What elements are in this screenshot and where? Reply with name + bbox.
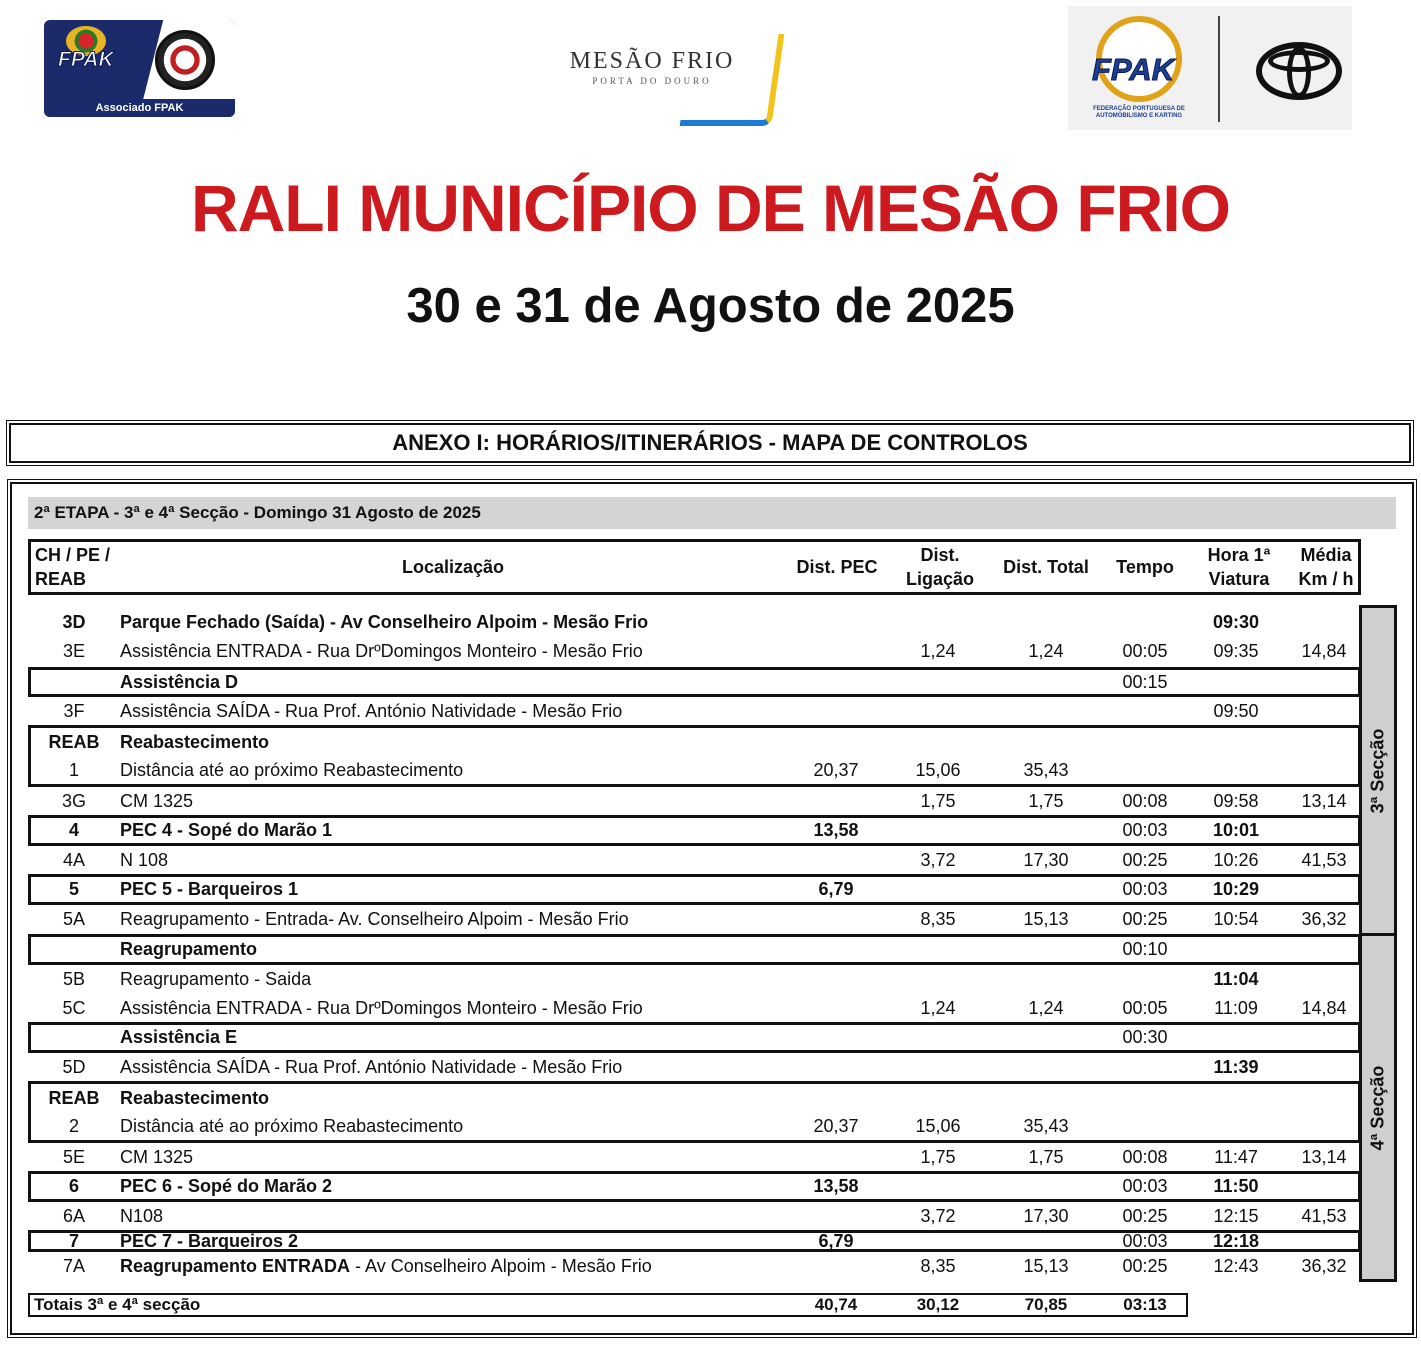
table-row: 5D Assistência SAÍDA - Rua Prof. António Natividade - Mesão Frio 11:39 — [62, 1057, 1259, 1077]
table-header — [28, 539, 1361, 595]
header-hora: Hora 1ª Viatura — [1207, 545, 1271, 589]
municipality-tagline: PORTA DO DOURO — [592, 76, 712, 86]
table-row: 2 Distância até ao próximo Reabastecimento 20,37 15,06 35,43 — [28, 1112, 1361, 1143]
table-row: 3E Assistência ENTRADA - Rua DrºDomingos Monteiro - Mesão Frio 1,24 1,24 00:05 09:35 14,84 — [62, 641, 1347, 661]
table-row: 3F Assistência SAÍDA - Rua Prof. António Natividade - Mesão Frio 09:50 — [63, 701, 1259, 721]
page-subtitle: 30 e 31 de Agosto de 2025 — [406, 279, 1015, 333]
table-row: Assistência D 00:15 — [28, 667, 1361, 697]
table-row: 4A N 108 3,72 17,30 00:25 10:26 41,53 — [62, 850, 1347, 870]
municipality-name: MESÃO FRIO — [569, 48, 735, 74]
fpak-logo-text: FPAK — [1092, 52, 1175, 87]
header-media: Média Km / h — [1298, 545, 1354, 589]
table-row: 6A N108 3,72 17,30 00:25 12:15 41,53 — [62, 1206, 1347, 1226]
club-roundel-icon — [155, 30, 215, 90]
associate-caption: Associado FPAK — [44, 99, 235, 117]
federation-caption: FEDERAÇÃO PORTUGUESA DE AUTOMOBILISMO E KARTING — [1093, 106, 1185, 119]
header-dist-ligacao: Dist. Ligação — [905, 545, 975, 589]
header-dist-pec: Dist. PEC — [796, 557, 878, 577]
table-row: REAB Reabastecimento — [28, 1081, 1361, 1112]
header-code: CH / PE / REAB — [35, 545, 111, 589]
table-row: 5E CM 1325 1,75 1,75 00:08 11:47 13,14 — [62, 1147, 1347, 1167]
section-3-label: 3ª Secção — [1359, 605, 1397, 936]
mesao-frio-logo — [566, 6, 772, 134]
fpak-associate-logo — [44, 20, 235, 117]
table-row: 3D Parque Fechado (Saída) - Av Conselheiro Alpoim - Mesão Frio 09:30 — [62, 612, 1260, 632]
table-row: 7A Reagrupamento ENTRADA - Av Conselheiro Alpoim - Mesão Frio 8,35 15,13 00:25 12:43 36,32 — [62, 1256, 1347, 1276]
header-dist-total: Dist. Total — [1003, 557, 1089, 577]
table-row: 7 PEC 7 - Barqueiros 2 6,79 00:03 12:18 — [28, 1230, 1361, 1252]
table-row: 3G CM 1325 1,75 1,75 00:08 09:58 13,14 — [61, 791, 1347, 811]
header-tempo: Tempo — [1116, 557, 1174, 577]
table-row: REAB Reabastecimento — [28, 725, 1361, 756]
section-4-label: 4ª Secção — [1359, 933, 1397, 1282]
table-row: 5 PEC 5 - Barqueiros 1 6,79 00:03 10:29 — [28, 874, 1361, 905]
table-row: 5A Reagrupamento - Entrada- Av. Conselheiro Alpoim - Mesão Frio 8,35 15,13 00:25 10:54 36,32 — [62, 909, 1347, 929]
table-row: 5B Reagrupamento - Saida 11:04 — [62, 969, 1259, 989]
fpak-logo-text: FPAK — [58, 48, 114, 71]
page-title: RALI MUNICÍPIO DE MESÃO FRIO — [190, 171, 1231, 245]
table-row: 1 Distância até ao próximo Reabastecimento 20,37 15,06 35,43 — [28, 756, 1361, 787]
table-row: Reagrupamento 00:10 — [28, 934, 1361, 965]
toyota-logo-icon — [1256, 42, 1342, 100]
fpak-toyota-logo — [1068, 6, 1352, 130]
header-location: Localização — [401, 557, 505, 577]
table-row: 5C Assistência ENTRADA - Rua DrºDomingos Monteiro - Mesão Frio 1,24 1,24 00:05 11:09 14,84 — [62, 998, 1347, 1018]
table-row: Assistência E 00:30 — [28, 1022, 1361, 1053]
stage-heading: 2ª ETAPA - 3ª e 4ª Secção - Domingo 31 Agosto de 2025 — [28, 497, 1396, 529]
totals-row: Totais 3ª e 4ª secção 40,74 30,12 70,85 03:13 — [28, 1293, 1188, 1317]
table-row: 6 PEC 6 - Sopé do Marão 2 13,58 00:03 11:50 — [28, 1171, 1361, 1202]
table-row: 4 PEC 4 - Sopé do Marão 1 13,58 00:03 10:01 — [28, 815, 1361, 846]
annex-heading: ANEXO I: HORÁRIOS/ITINERÁRIOS - MAPA DE CONTROLOS — [9, 423, 1411, 463]
